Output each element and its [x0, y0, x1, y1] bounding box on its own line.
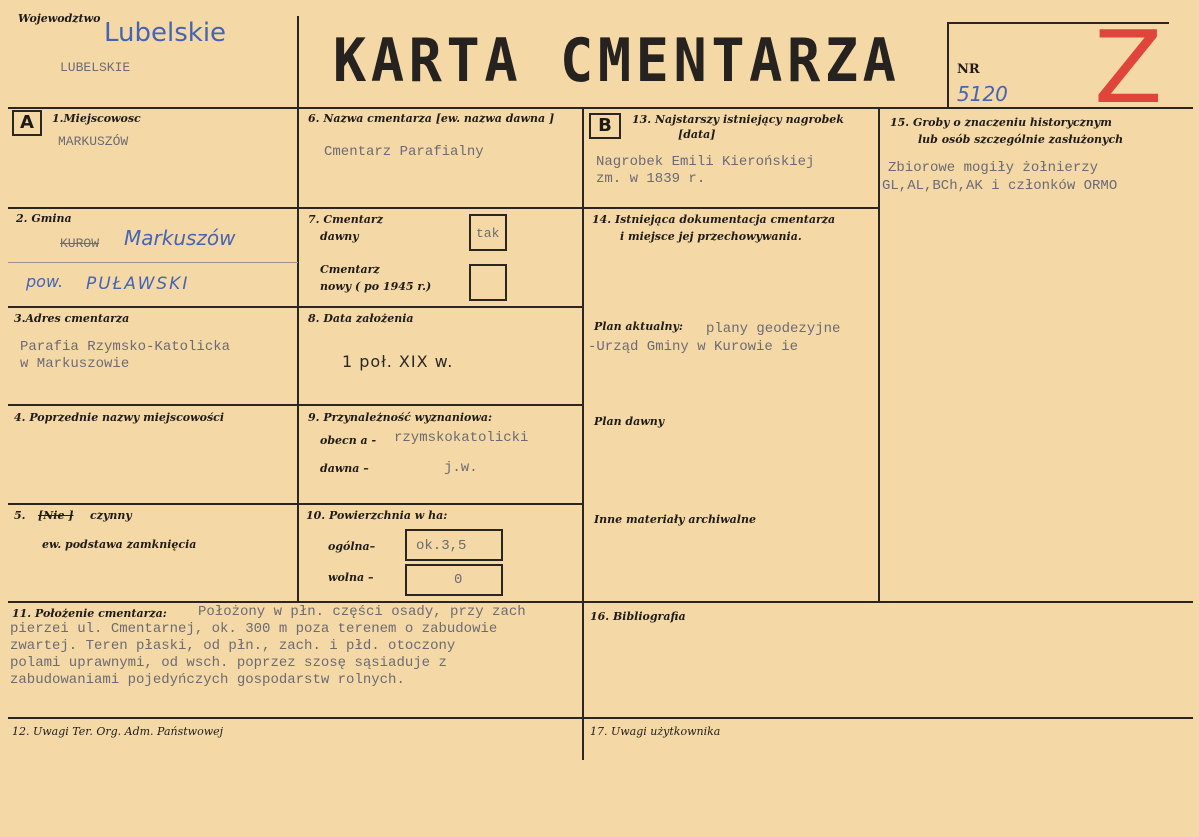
- field-14-label-a: 14. Istniejąca dokumentacja cmentarza: [592, 213, 836, 226]
- divider: [947, 23, 949, 108]
- field-2-handwritten: Markuszów: [124, 226, 236, 250]
- field-10-wolna-value: 0: [454, 572, 463, 588]
- divider: [8, 262, 298, 263]
- field-15-line: Zbiorowe mogiły żołnierzy: [888, 160, 1099, 176]
- field-4-label: 4. Poprzednie nazwy miejscowości: [14, 411, 225, 424]
- field-9-dawna-label: dawna –: [320, 462, 369, 475]
- field-7-label-a: 7. Cmentarz: [308, 213, 383, 226]
- field-6-label: 6. Nazwa cmentarza [ew. nazwa dawna ]: [308, 112, 555, 125]
- field-7-dawny-value: tak: [476, 226, 500, 241]
- field-6-value: Cmentarz Parafialny: [324, 144, 484, 160]
- field-9-label: 9. Przynależność wyznaniowa:: [308, 411, 493, 424]
- plan-dawny-label: Plan dawny: [594, 415, 665, 428]
- field-14-label-b: i miejsce jej przechowywania.: [620, 230, 802, 243]
- nr-value: 5120: [957, 82, 1008, 106]
- field-12-label: 12. Uwagi Ter. Org. Adm. Państwowej: [12, 725, 224, 738]
- field-7-nowy-box: [469, 264, 507, 301]
- field-11-line: polami uprawnymi, od wsch. poprzez szosę sąsiaduje z: [10, 655, 447, 671]
- divider: [8, 503, 584, 505]
- pow-value: PUŁAWSKI: [86, 274, 190, 294]
- field-10-label: 10. Powierzchnia w ha:: [306, 509, 448, 522]
- field-1-value: MARKUSZÓW: [58, 134, 129, 149]
- section-b-badge: B: [589, 113, 621, 139]
- field-7-label-c: Cmentarz: [320, 263, 380, 276]
- field-9-dawna-value: j.w.: [444, 460, 478, 476]
- field-10-ogolna-value: ok.3,5: [416, 538, 467, 554]
- divider: [878, 107, 880, 603]
- section-a-badge: A: [12, 110, 42, 136]
- field-7-label-b: dawny: [320, 230, 359, 243]
- divider: [8, 717, 1193, 719]
- field-2-label: 2. Gmina: [16, 212, 72, 225]
- field-11-label: 11. Położenie cmentarza:: [12, 607, 167, 620]
- field-17-label: 17. Uwagi użytkownika: [590, 725, 721, 738]
- field-11-line: Położony w płn. części osady, przy zach: [198, 604, 526, 620]
- wojewodztwo-typed: LUBELSKIE: [60, 60, 131, 75]
- plan-aktualny-label: Plan aktualny:: [594, 320, 683, 333]
- field-3-line: w Markuszowie: [20, 356, 130, 372]
- field-11-line: pierzei ul. Cmentarnej, ok. 300 m poza terenem o zabudowie: [10, 621, 498, 637]
- field-7-label-d: nowy ( po 1945 r.): [320, 280, 432, 293]
- nr-label: NR: [957, 62, 980, 77]
- divider: [297, 16, 299, 108]
- wojewodztwo-label: Wojewodztwo: [18, 12, 101, 25]
- field-8-label: 8. Data założenia: [308, 312, 414, 325]
- field-11-line: zwartej. Teren płaski, od płn., zach. i płd. otoczony: [10, 638, 456, 654]
- page-title: KARTA CMENTARZA: [333, 26, 901, 96]
- field-13-line: zm. w 1839 r.: [596, 171, 706, 187]
- field-2-struck-value: KUROW: [60, 236, 100, 251]
- field-11-line: zabudowaniami pojedyńczych gospodarstw rolnych.: [10, 672, 405, 688]
- field-13-label-b: [data]: [678, 128, 716, 141]
- field-1-label: 1.Miejscowosc: [52, 112, 141, 125]
- divider: [8, 207, 880, 209]
- plan-aktualny-line: -Urząd Gminy w Kurowie ie: [588, 339, 799, 355]
- divider: [8, 306, 584, 308]
- plan-aktualny-line: plany geodezyjne: [706, 321, 841, 337]
- field-13-line: Nagrobek Emili Kierońskiej: [596, 154, 815, 170]
- divider: [8, 107, 1193, 109]
- inne-materialy-label: Inne materiały archiwalne: [594, 513, 756, 526]
- field-10-wolna-label: wolna –: [328, 571, 374, 584]
- category-mark: Z: [1094, 9, 1163, 126]
- field-5-label-num: 5.: [14, 509, 26, 522]
- pow-label: pow.: [26, 272, 64, 291]
- field-3-label: 3.Adres cmentarza: [14, 312, 130, 325]
- field-13-label-a: 13. Najstarszy istniejący nagrobek: [632, 113, 844, 126]
- divider: [8, 404, 584, 406]
- field-15-label-b: lub osób szczególnie zasłużonych: [918, 133, 1124, 146]
- field-15-line: GL,AL,BCh,AK i członków ORMO: [882, 178, 1118, 194]
- wojewodztwo-stamp: Lubelskie: [104, 18, 227, 48]
- divider: [582, 107, 584, 760]
- field-9-obecna-value: rzymskokatolicki: [394, 430, 529, 446]
- field-9-obecna-label: obecn a -: [320, 434, 377, 447]
- field-10-ogolna-label: ogólna–: [328, 540, 376, 553]
- divider: [297, 107, 299, 603]
- field-15-label-a: 15. Groby o znaczeniu historycznym: [890, 116, 1112, 129]
- field-8-value: 1 poł. XIX w.: [342, 352, 454, 371]
- field-5-sub-label: ew. podstawa zamknięcia: [42, 538, 197, 551]
- field-5-label-rest: czynny: [90, 509, 132, 522]
- field-5-label-struck: [Nie ]: [38, 509, 74, 522]
- field-3-line: Parafia Rzymsko-Katolicka: [20, 339, 231, 355]
- divider: [8, 601, 1193, 603]
- field-16-label: 16. Bibliografia: [590, 610, 686, 623]
